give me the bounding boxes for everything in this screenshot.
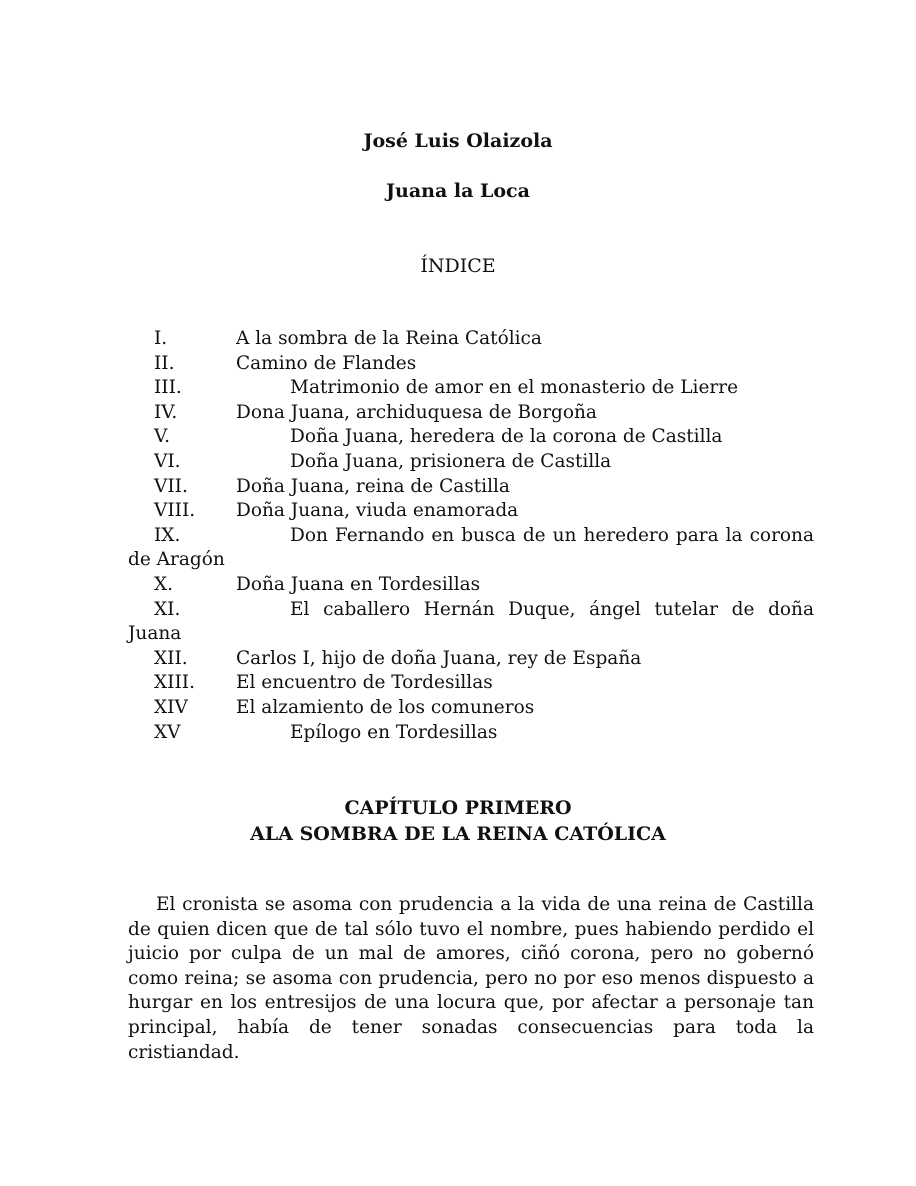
- index-heading: ÍNDICE: [420, 255, 496, 277]
- body-paragraph: El cronista se asoma con prudencia a la vida de una reina de Castilla de quien dicen que de tal sólo tuvo el nombre, pues habiendo perdido el juicio por culpa de un mal de amores, ciñó corona, pero no gobernó como reina; se asoma con prudencia, pero no por eso menos dispuesto a hurgar en los entresijos de una locura que, por afectar a personaje tan principal, había de tener sonadas consecuencias para toda la cristiandad.: [128, 894, 814, 1063]
- toc-entry: [128, 475, 814, 500]
- toc-number: XIV: [154, 696, 188, 718]
- toc-entry: [128, 401, 814, 426]
- toc-entry: [128, 671, 814, 696]
- toc-number: VIII.: [154, 500, 196, 522]
- toc-number: IV.: [154, 401, 178, 423]
- toc-entry: [128, 696, 814, 721]
- toc-title: Camino de Flandes: [236, 352, 417, 374]
- toc-title: Doña Juana, heredera de la corona de Castilla: [290, 426, 723, 448]
- author-name: José Luis Olaizola: [363, 130, 553, 152]
- table-of-contents: [128, 327, 814, 745]
- toc-title: Doña Juana en Tordesillas: [236, 573, 481, 595]
- toc-title: Epílogo en Tordesillas: [290, 721, 498, 743]
- toc-title: El alzamiento de los comuneros: [236, 696, 535, 718]
- toc-entry: [128, 327, 814, 352]
- toc-number: XV: [154, 721, 181, 743]
- toc-entry: [128, 352, 814, 377]
- toc-title: Doña Juana, viuda enamorada: [236, 500, 519, 522]
- toc-entry: [128, 450, 814, 475]
- toc-number: X.: [154, 573, 174, 595]
- toc-title: Doña Juana, prisionera de Castilla: [290, 450, 612, 472]
- toc-number: IX.: [154, 524, 181, 546]
- toc-number: VII.: [154, 475, 188, 497]
- toc-title: Matrimonio de amor en el monasterio de Lierre: [290, 377, 739, 399]
- chapter-title: ALA SOMBRA DE LA REINA CATÓLICA: [250, 823, 666, 845]
- toc-entry: [128, 721, 814, 746]
- toc-number: II.: [154, 352, 175, 374]
- toc-entry: [128, 573, 814, 598]
- toc-number: VI.: [154, 450, 181, 472]
- chapter-number: CAPÍTULO PRIMERO: [344, 797, 572, 819]
- book-title: Juana la Loca: [386, 180, 530, 202]
- toc-number: III.: [154, 377, 182, 399]
- toc-title: A la sombra de la Reina Católica: [236, 328, 542, 349]
- chapter-heading: [0, 795, 916, 847]
- toc-number: XII.: [154, 647, 188, 669]
- toc-entry: [128, 376, 814, 401]
- toc-title: Doña Juana, reina de Castilla: [236, 475, 510, 497]
- toc-entry: [128, 425, 814, 450]
- toc-title: El encuentro de Tordesillas: [236, 672, 493, 694]
- toc-number: XI.: [154, 598, 181, 620]
- toc-number: V.: [154, 426, 171, 448]
- toc-entry: [128, 499, 814, 524]
- toc-entry: [128, 524, 814, 573]
- toc-title: Carlos I, hijo de doña Juana, rey de España: [236, 647, 642, 669]
- toc-entry: [128, 598, 814, 647]
- toc-number: XIII.: [154, 672, 195, 694]
- toc-title: Dona Juana, archiduquesa de Borgoña: [236, 401, 597, 423]
- toc-title: Don Fernando en busca de un heredero para la corona de Aragón: [128, 524, 814, 571]
- toc-number: I.: [154, 328, 168, 349]
- toc-entry: [128, 647, 814, 672]
- toc-title: El caballero Hernán Duque, ángel tutelar de doña Juana: [128, 598, 814, 645]
